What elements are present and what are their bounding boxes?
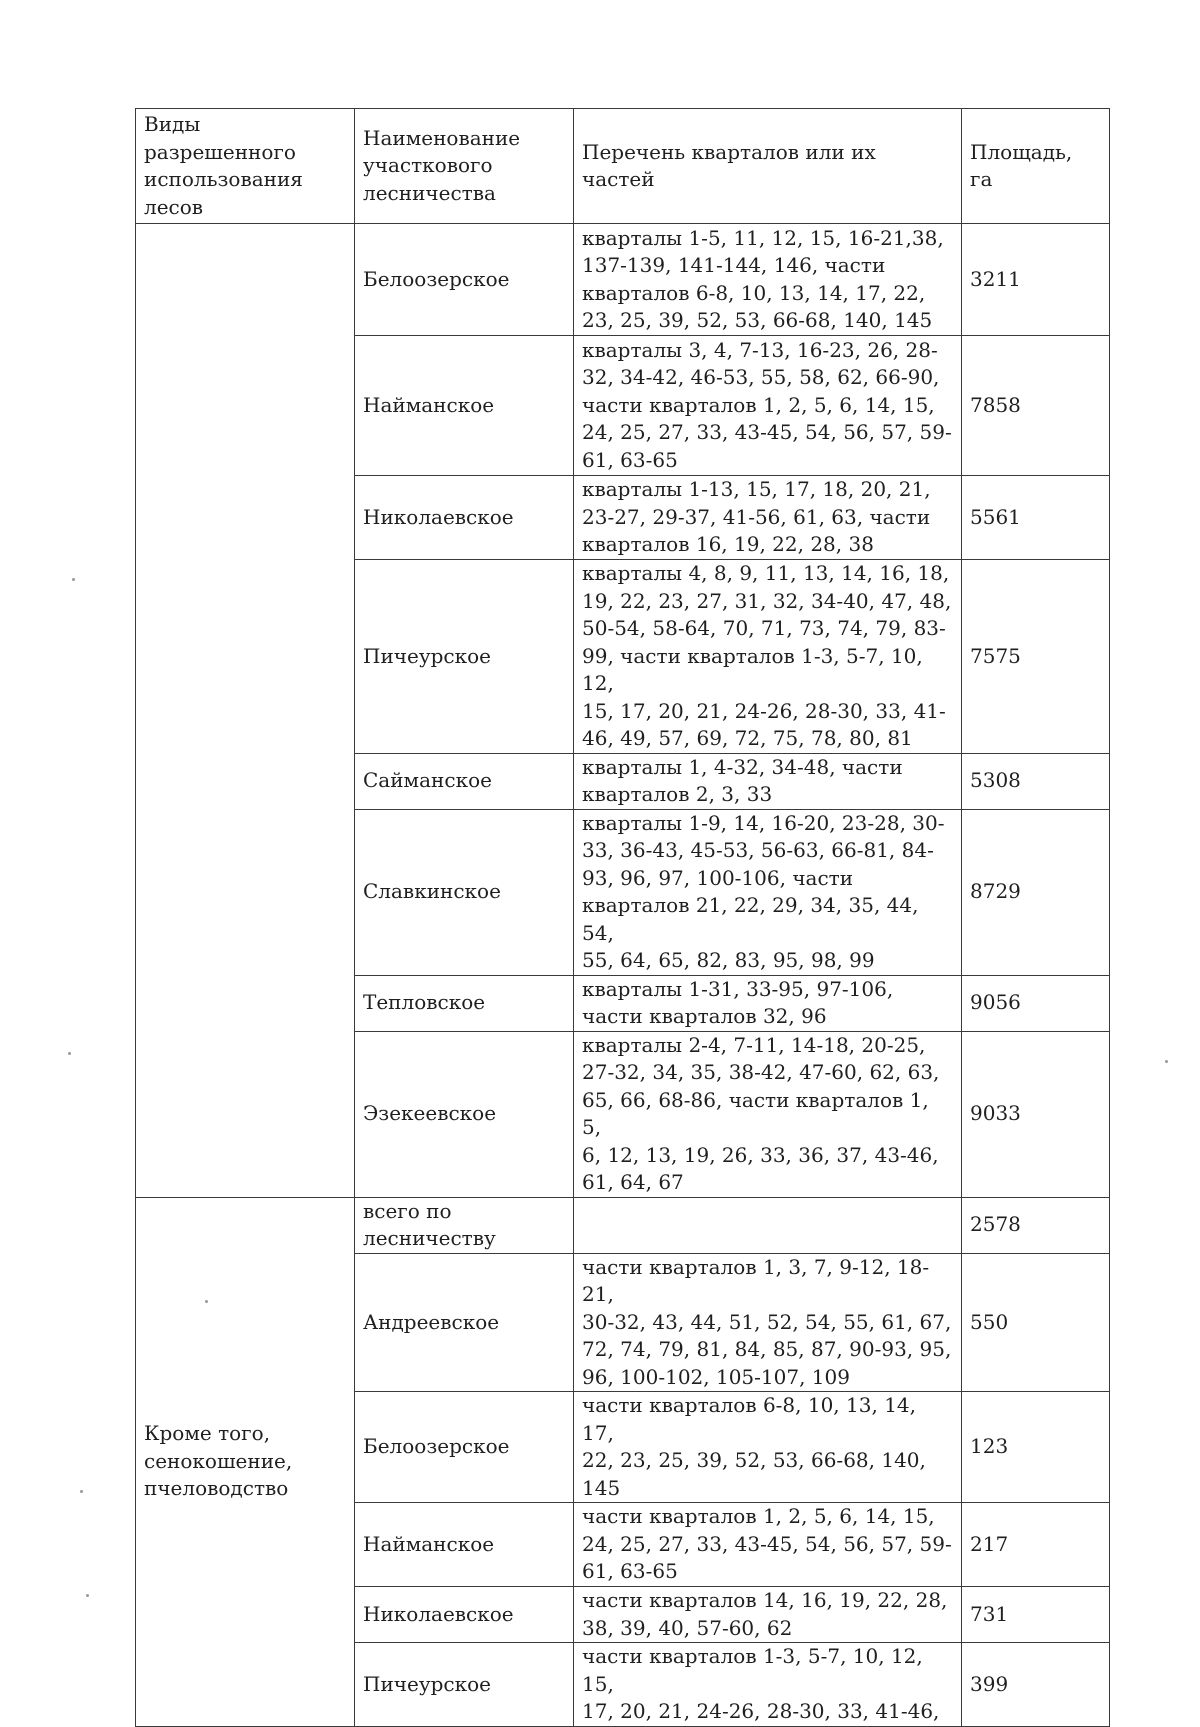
header-usage-type: Виды разрешенного использования лесов bbox=[136, 109, 355, 224]
area-cell: 9033 bbox=[962, 1031, 1110, 1197]
scan-speck bbox=[86, 1594, 89, 1597]
scan-speck bbox=[1165, 1060, 1168, 1063]
usage-type-cell: Кроме того, сенокошение, пчеловодство bbox=[136, 1197, 355, 1726]
quarters-cell: кварталы 1-13, 15, 17, 18, 20, 21, 23-27, 29-37, 41-56, 61, 63, части кварталов 16, 19, 22, 28, 38 bbox=[574, 476, 962, 560]
quarters-cell: части кварталов 1-3, 5-7, 10, 12, 15, 17, 20, 21, 24-26, 28-30, 33, 41-46, bbox=[574, 1643, 962, 1727]
scan-speck bbox=[205, 1300, 208, 1303]
header-forestry-name: Наименование участкового лесничества bbox=[355, 109, 574, 224]
quarters-cell: кварталы 1-5, 11, 12, 15, 16-21,38, 137-139, 141-144, 146, части кварталов 6-8, 10, 13, 14, 17, 22, 23, 25, 39, 52, 53, 66-68, 140, 145 bbox=[574, 224, 962, 336]
quarters-cell: кварталы 1-31, 33-95, 97-106, части кварталов 32, 96 bbox=[574, 975, 962, 1031]
area-cell: 7858 bbox=[962, 336, 1110, 476]
area-cell: 731 bbox=[962, 1587, 1110, 1643]
table-row bbox=[136, 1197, 1110, 1253]
table-header-row bbox=[136, 109, 1110, 224]
forestry-name-cell: Тепловское bbox=[355, 975, 574, 1031]
forestry-name-cell: Наймaнское bbox=[355, 1503, 574, 1587]
header-quarters: Перечень кварталов или их частей bbox=[574, 109, 962, 224]
area-cell: 550 bbox=[962, 1253, 1110, 1392]
quarters-cell: кварталы 1-9, 14, 16-20, 23-28, 30- 33, 36-43, 45-53, 56-63, 66-81, 84- 93, 96, 97, 100-106, части кварталов 21, 22, 29, 34, 35, 44, 54, 55, 64, 65, 82, 83, 95, 98, 99 bbox=[574, 809, 962, 975]
area-cell: 8729 bbox=[962, 809, 1110, 975]
quarters-cell: кварталы 4, 8, 9, 11, 13, 14, 16, 18, 19, 22, 23, 27, 31, 32, 34-40, 47, 48, 50-54, 58-64, 70, 71, 73, 74, 79, 83- 99, части кварталов 1-3, 5-7, 10, 12, 15, 17, 20, 21, 24-26, 28-30, 33, 41- 46, 49, 57, 69, 72, 75, 78, 80, 81 bbox=[574, 560, 962, 754]
forestry-name-cell: Эзекеевское bbox=[355, 1031, 574, 1197]
area-cell: 5308 bbox=[962, 753, 1110, 809]
area-cell: 7575 bbox=[962, 560, 1110, 754]
forestry-name-cell: Сайманское bbox=[355, 753, 574, 809]
area-cell: 217 bbox=[962, 1503, 1110, 1587]
scan-speck bbox=[72, 578, 75, 581]
area-cell: 9056 bbox=[962, 975, 1110, 1031]
forestry-name-cell: Белоозерское bbox=[355, 1392, 574, 1503]
forestry-name-cell: Пичеурское bbox=[355, 560, 574, 754]
forestry-name-cell: Наймaнское bbox=[355, 336, 574, 476]
header-area: Площадь, га bbox=[962, 109, 1110, 224]
area-cell: 123 bbox=[962, 1392, 1110, 1503]
forestry-name-cell: Пичеурское bbox=[355, 1643, 574, 1727]
usage-type-cell bbox=[136, 224, 355, 1198]
forestry-name-cell: всего по лесничеству bbox=[355, 1197, 574, 1253]
quarters-cell: части кварталов 14, 16, 19, 22, 28, 38, 39, 40, 57-60, 62 bbox=[574, 1587, 962, 1643]
quarters-cell bbox=[574, 1197, 962, 1253]
quarters-cell: кварталы 1, 4-32, 34-48, части кварталов 2, 3, 33 bbox=[574, 753, 962, 809]
scan-speck bbox=[68, 1052, 71, 1055]
quarters-cell: части кварталов 6-8, 10, 13, 14, 17, 22, 23, 25, 39, 52, 53, 66-68, 140, 145 bbox=[574, 1392, 962, 1503]
quarters-cell: части кварталов 1, 3, 7, 9-12, 18-21, 30-32, 43, 44, 51, 52, 54, 55, 61, 67, 72, 74, 79, 81, 84, 85, 87, 90-93, 95, 96, 100-102, 105-107, 109 bbox=[574, 1253, 962, 1392]
area-cell: 2578 bbox=[962, 1197, 1110, 1253]
area-cell: 3211 bbox=[962, 224, 1110, 336]
quarters-cell: кварталы 2-4, 7-11, 14-18, 20-25, 27-32, 34, 35, 38-42, 47-60, 62, 63, 65, 66, 68-86, части кварталов 1, 5, 6, 12, 13, 19, 26, 33, 36, 37, 43-46, 61, 64, 67 bbox=[574, 1031, 962, 1197]
area-cell: 5561 bbox=[962, 476, 1110, 560]
scan-speck bbox=[80, 1490, 83, 1493]
forestry-name-cell: Андреевское bbox=[355, 1253, 574, 1392]
area-cell: 399 bbox=[962, 1643, 1110, 1727]
forestry-name-cell: Николаевское bbox=[355, 1587, 574, 1643]
quarters-cell: кварталы 3, 4, 7-13, 16-23, 26, 28- 32, 34-42, 46-53, 55, 58, 62, 66-90, части кварталов 1, 2, 5, 6, 14, 15, 24, 25, 27, 33, 43-45, 54, 56, 57, 59- 61, 63-65 bbox=[574, 336, 962, 476]
quarters-cell: части кварталов 1, 2, 5, 6, 14, 15, 24, 25, 27, 33, 43-45, 54, 56, 57, 59- 61, 63-65 bbox=[574, 1503, 962, 1587]
forestry-name-cell: Белоозерское bbox=[355, 224, 574, 336]
forestry-name-cell: Славкинское bbox=[355, 809, 574, 975]
forest-usage-table bbox=[135, 108, 1110, 1727]
table-row bbox=[136, 224, 1110, 336]
forestry-name-cell: Николаевское bbox=[355, 476, 574, 560]
